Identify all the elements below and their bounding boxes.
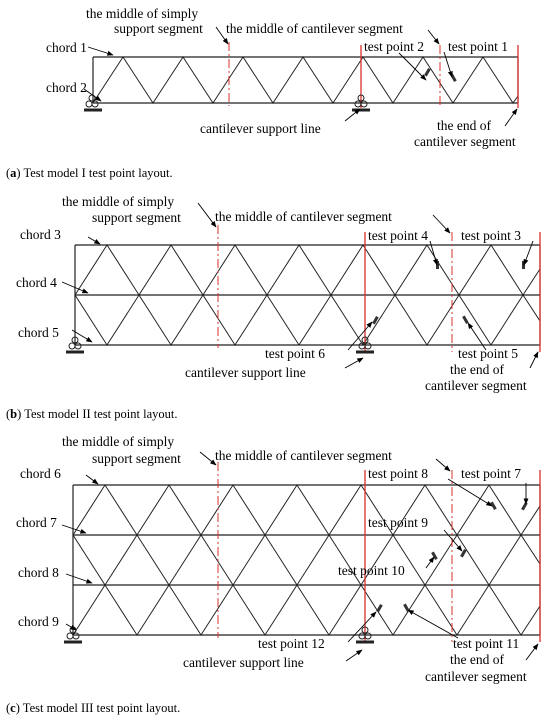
panel-c-label-end-2: cantilever segment — [425, 669, 527, 684]
panel-b-label-test-point-4: test point 4 — [368, 228, 428, 243]
panel-a-label-middle-cantilever: the middle of cantilever segment — [226, 21, 403, 36]
panel-b-label-end-2: cantilever segment — [425, 378, 527, 393]
panel-b-label-test-point-6: test point 6 — [265, 346, 325, 361]
panel-b-caption-text: Test model II test point layout. — [21, 407, 178, 421]
panel-b-test-point-markers — [372, 261, 525, 324]
panel-b-gauge-6 — [372, 316, 379, 324]
panel-b-caption-letter: b — [10, 407, 18, 421]
panel-a-label-end-1: the end of — [437, 118, 491, 133]
panel-c-label-chord-6: chord 6 — [20, 466, 61, 481]
panel-c-label-chord-9: chord 9 — [18, 614, 59, 629]
panel-c-caption-text: Test model III test point layout. — [19, 701, 181, 715]
panel-c-gauge-10 — [431, 552, 438, 560]
panel-b-labels — [16, 194, 527, 393]
panel-a-labels — [46, 6, 516, 149]
panel-c-label-chord-8: chord 8 — [18, 565, 59, 580]
panel-b-label-chord-4: chord 4 — [16, 275, 57, 290]
panel-b-label-support-line: cantilever support line — [185, 365, 306, 380]
panel-c-web — [73, 485, 540, 635]
panel-b-reference-lines — [218, 225, 540, 352]
panel-a-label-end-2: cantilever segment — [414, 134, 516, 149]
panel-b-label-middle-cantilever: the middle of cantilever segment — [215, 209, 392, 224]
panel-c-truss — [73, 485, 540, 635]
panel-c-gauge-7 — [521, 502, 528, 510]
panel-b-gauge-5 — [462, 316, 469, 324]
panel-c-label-support-line: cantilever support line — [183, 655, 304, 670]
panel-a-caption-text: Test model I test point layout. — [20, 166, 173, 180]
panel-b-gauge-3 — [522, 261, 525, 269]
panel-c-caption-letter: c — [10, 701, 16, 715]
panel-a-label-support-line: cantilever support line — [200, 121, 321, 136]
panel-c-label-test-point-8: test point 8 — [368, 466, 428, 481]
panel-c-label-test-point-7: test point 7 — [461, 466, 521, 481]
panel-c-label-test-point-9: test point 9 — [368, 515, 428, 530]
panel-a-caption: (a) Test model I test point layout. — [6, 166, 173, 180]
panel-a-label-chord-top: chord 1 — [46, 40, 87, 55]
panel-b — [6, 194, 540, 421]
panel-c-label-chord-7: chord 7 — [16, 515, 57, 530]
panel-c-label-end-1: the end of — [450, 652, 504, 667]
panel-c-gauge-12 — [376, 604, 383, 612]
panel-a — [6, 6, 518, 180]
panel-b-caption: (b) Test model II test point layout. — [6, 407, 178, 421]
panel-b-truss — [75, 245, 540, 345]
panel-a-caption-letter: a — [10, 166, 17, 180]
panel-b-label-chord-3: chord 3 — [20, 227, 61, 242]
panel-a-label-test-point-2: test point 2 — [364, 39, 424, 54]
panel-a-label-middle-simply-2: support segment — [114, 21, 203, 36]
panel-b-chords — [75, 245, 540, 345]
panel-a-gauge-2 — [424, 68, 431, 76]
panel-c-labels — [16, 434, 527, 684]
panel-c-label-test-point-10: test point 10 — [338, 563, 405, 578]
panel-c-label-middle-cantilever: the middle of cantilever segment — [215, 448, 392, 463]
panel-c — [6, 434, 540, 715]
panel-c-label-test-point-12: test point 12 — [258, 636, 325, 651]
panel-c-label-test-point-11: test point 11 — [453, 636, 520, 651]
panel-a-label-test-point-1: test point 1 — [448, 39, 508, 54]
panel-a-label-middle-simply-1: the middle of simply — [86, 6, 199, 21]
panel-c-label-middle-simply-2: support segment — [92, 451, 181, 466]
panel-b-label-chord-5: chord 5 — [18, 325, 59, 340]
panel-c-chords — [73, 485, 540, 635]
panel-b-label-test-point-3: test point 3 — [461, 228, 521, 243]
panel-b-label-end-1: the end of — [450, 362, 504, 377]
panel-c-caption: (c) Test model III test point layout. — [6, 701, 181, 715]
panel-b-label-middle-simply-1: the middle of simply — [62, 194, 175, 209]
panel-b-label-test-point-5: test point 5 — [458, 346, 518, 361]
panel-c-label-middle-simply-1: the middle of simply — [62, 434, 175, 449]
panel-a-label-chord-bottom: chord 2 — [46, 80, 87, 95]
panel-b-label-middle-simply-2: support segment — [92, 210, 181, 225]
